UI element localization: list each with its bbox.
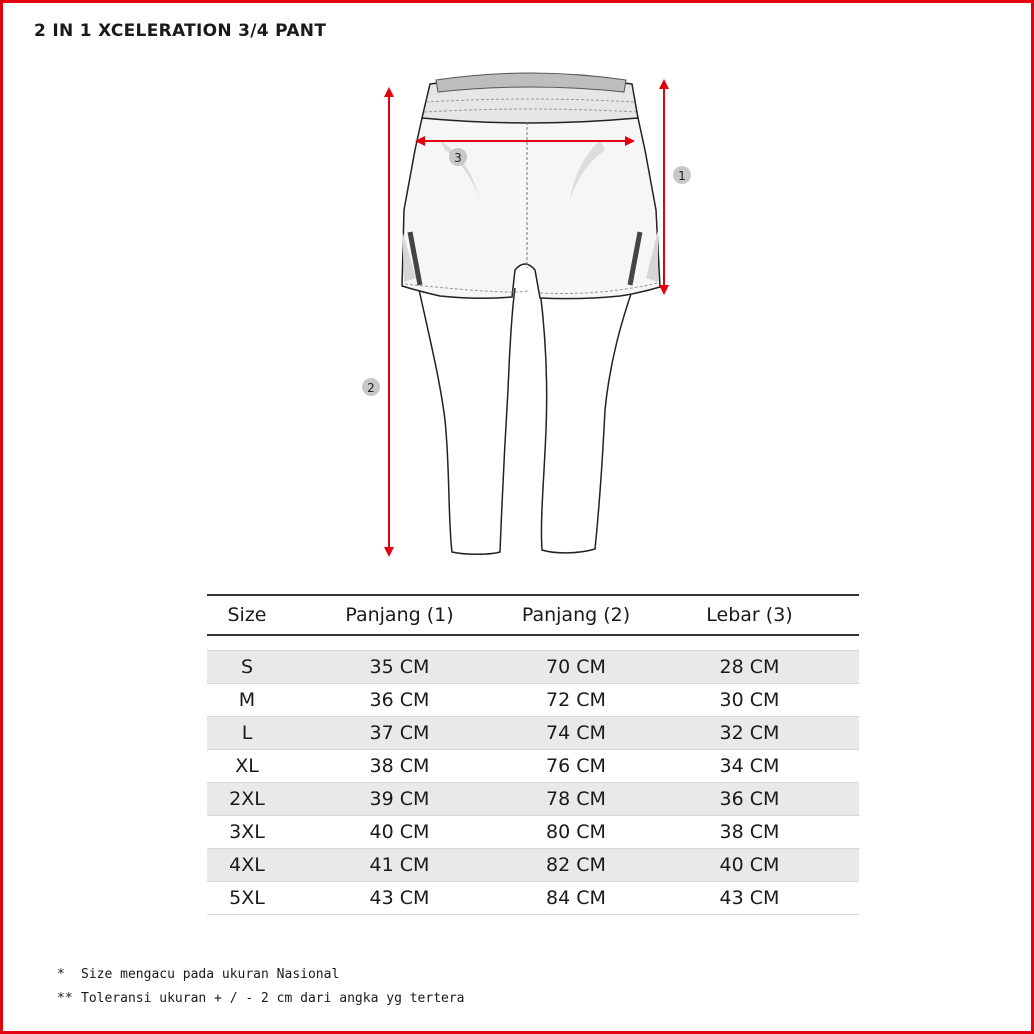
- cell-panjang-1: 35 CM: [369, 656, 430, 678]
- header-size: Size: [227, 604, 267, 626]
- footnote-mark: **: [57, 990, 73, 1006]
- measure-badge-1: [673, 166, 691, 184]
- cell-lebar-3: 30 CM: [719, 689, 780, 711]
- cell-panjang-1: 43 CM: [369, 887, 430, 909]
- cell-panjang-2: 70 CM: [546, 656, 606, 678]
- svg-text:3: 3: [454, 151, 462, 165]
- cell-lebar-3: 28 CM: [719, 656, 780, 678]
- header-lebar-3: Lebar (3): [706, 604, 793, 626]
- cell-panjang-2: 74 CM: [546, 722, 606, 744]
- table-spacer: [207, 636, 859, 651]
- cell-size: 3XL: [229, 821, 265, 843]
- cell-lebar-3: 34 CM: [719, 755, 780, 777]
- cell-lebar-3: 43 CM: [719, 887, 780, 909]
- shorts-illustration: [402, 73, 660, 299]
- table-row: [207, 816, 859, 849]
- svg-text:1: 1: [678, 169, 686, 183]
- cell-size: 4XL: [229, 854, 265, 876]
- cell-size: XL: [235, 755, 259, 777]
- table-row: [207, 783, 859, 816]
- cell-panjang-2: 78 CM: [546, 788, 606, 810]
- cell-panjang-1: 37 CM: [369, 722, 430, 744]
- cell-panjang-2: 84 CM: [546, 887, 606, 909]
- cell-lebar-3: 36 CM: [719, 788, 780, 810]
- cell-panjang-2: 72 CM: [546, 689, 606, 711]
- measure-badge-3: [449, 148, 467, 166]
- size-chart-table: [207, 594, 859, 915]
- cell-panjang-1: 36 CM: [369, 689, 430, 711]
- footnote-mark: *: [57, 966, 65, 982]
- footnote-item: [57, 986, 465, 1010]
- cell-panjang-1: 39 CM: [369, 788, 430, 810]
- header-panjang-1: Panjang (1): [345, 604, 454, 626]
- cell-lebar-3: 40 CM: [719, 854, 780, 876]
- footnote-text: Toleransi ukuran + / - 2 cm dari angka yg tertera: [81, 990, 465, 1006]
- cell-size: S: [240, 656, 254, 678]
- cell-panjang-2: 82 CM: [546, 854, 606, 876]
- page-title: 2 IN 1 XCELERATION 3/4 PANT: [34, 21, 327, 41]
- svg-text:2: 2: [367, 381, 375, 395]
- cell-size: 5XL: [229, 887, 265, 909]
- cell-lebar-3: 32 CM: [719, 722, 780, 744]
- table-row: [207, 651, 859, 684]
- table-row: [207, 849, 859, 882]
- cell-size: L: [241, 722, 253, 744]
- cell-panjang-2: 80 CM: [546, 821, 606, 843]
- table-row: [207, 717, 859, 750]
- cell-panjang-1: 38 CM: [369, 755, 430, 777]
- footnote-text: Size mengacu pada ukuran Nasional: [81, 966, 340, 982]
- leggings-illustration: [418, 285, 633, 554]
- table-header-row: [207, 594, 859, 636]
- cell-size: M: [238, 689, 256, 711]
- table-row: [207, 684, 859, 717]
- table-row: [207, 882, 859, 915]
- measure-badge-2: [362, 378, 380, 396]
- cell-panjang-2: 76 CM: [546, 755, 606, 777]
- footnote-item: [57, 962, 465, 986]
- cell-lebar-3: 38 CM: [719, 821, 780, 843]
- footnotes: [57, 962, 465, 1010]
- table-row: [207, 750, 859, 783]
- cell-panjang-1: 40 CM: [369, 821, 430, 843]
- cell-panjang-1: 41 CM: [369, 854, 430, 876]
- header-panjang-2: Panjang (2): [521, 604, 631, 626]
- cell-size: 2XL: [229, 788, 265, 810]
